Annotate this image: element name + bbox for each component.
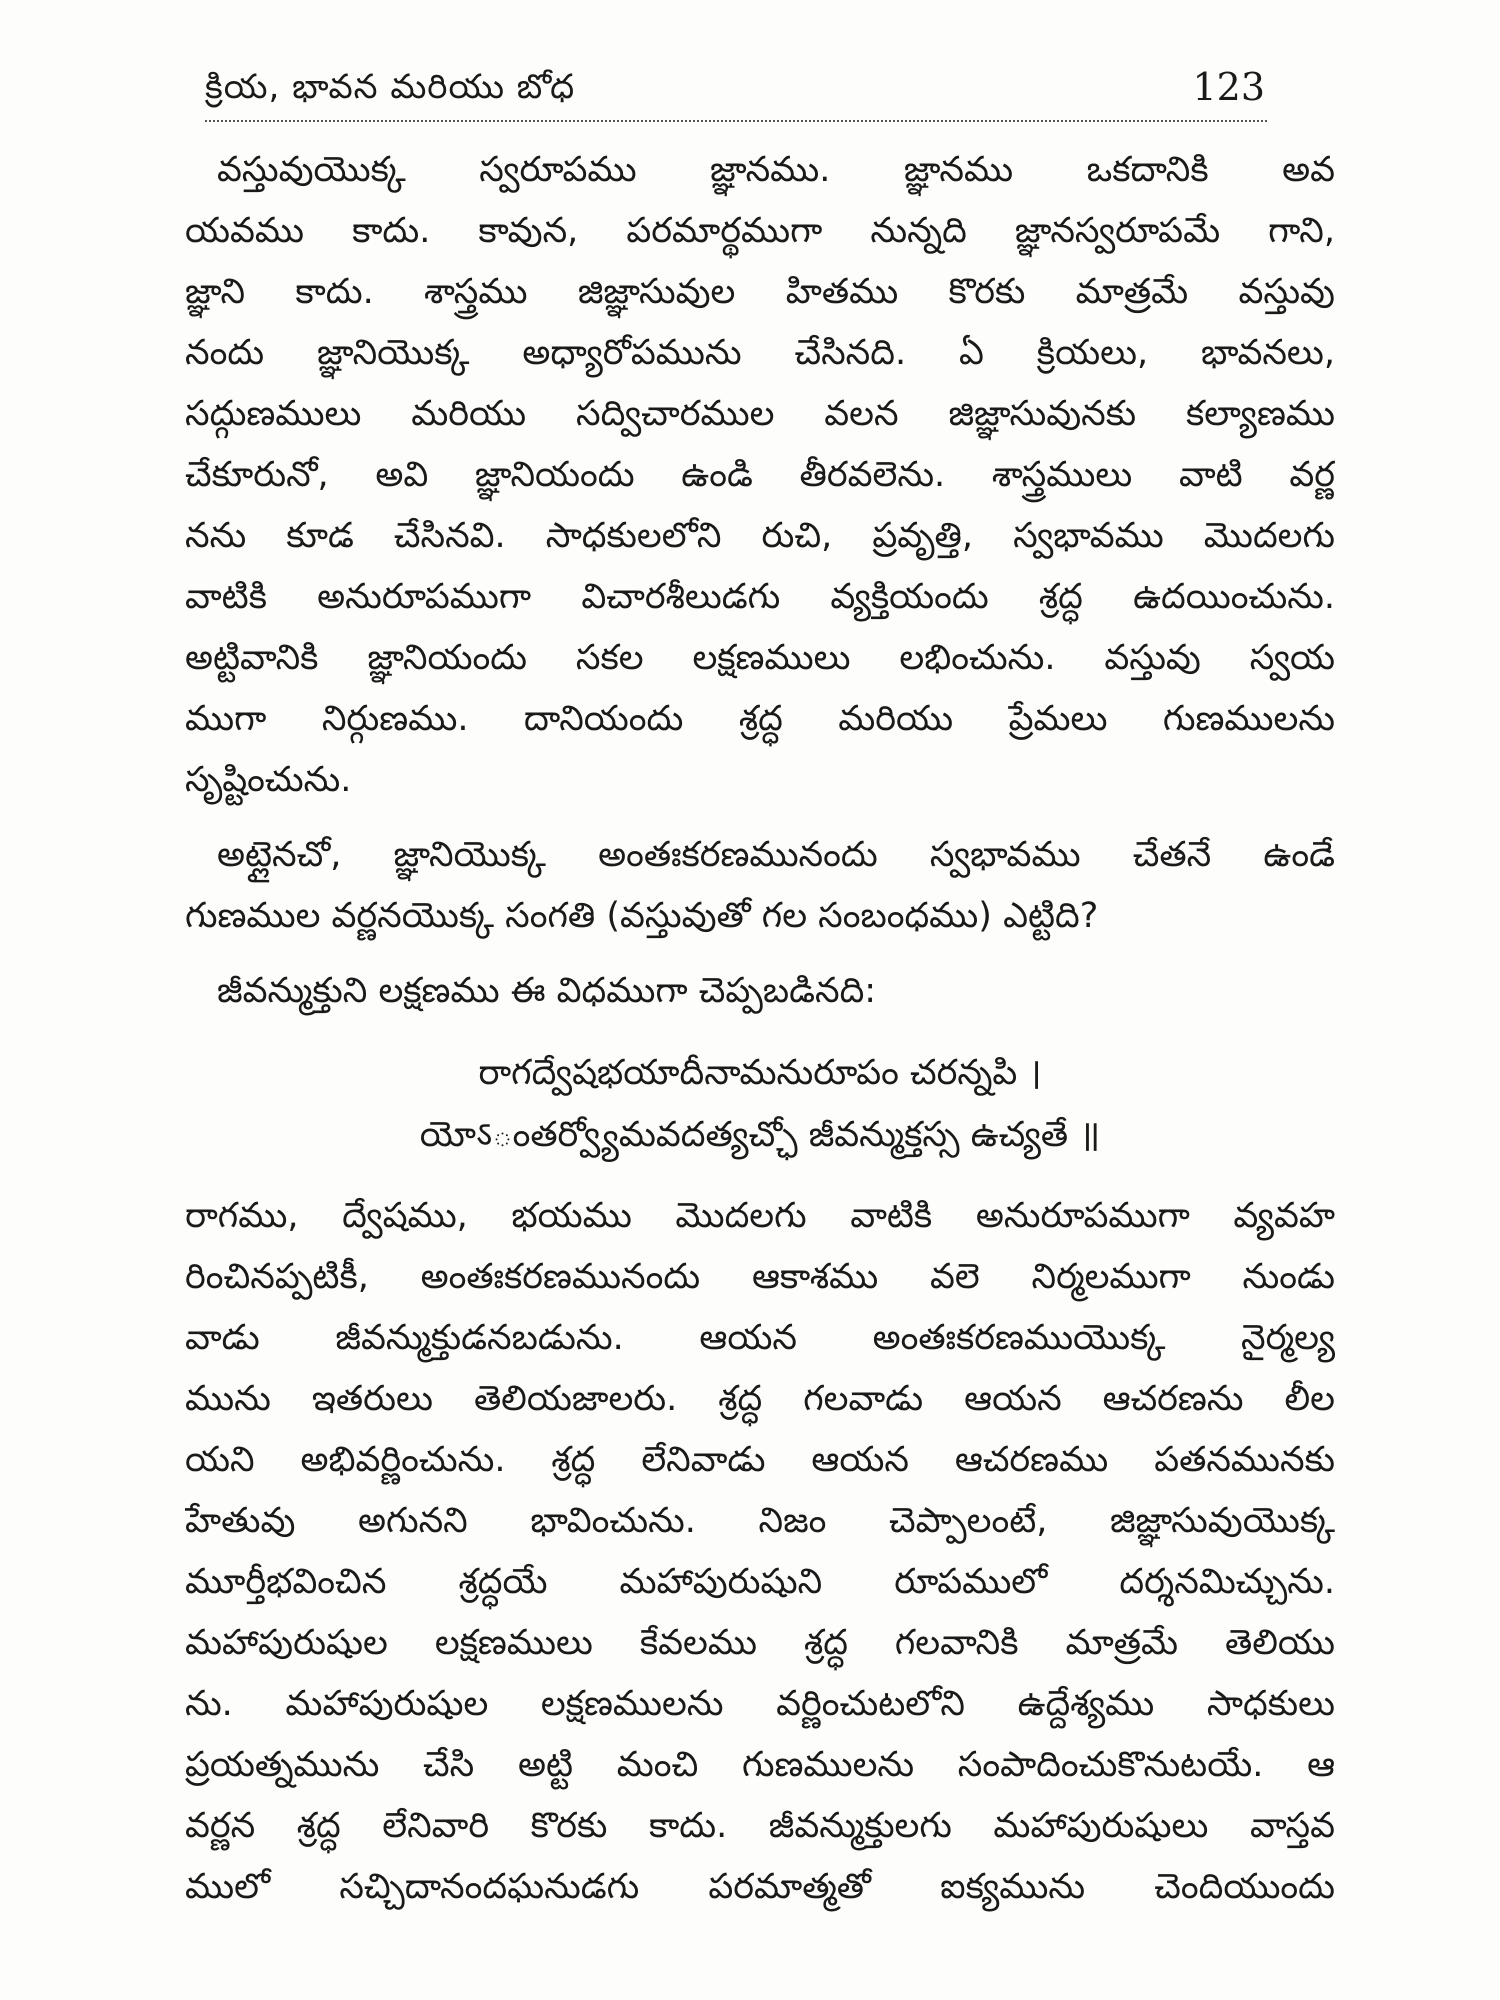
text-line: మహాపురుషుల లక్షణములు కేవలము శ్రద్ధ గలవానికి మాత్రమే తెలియు [185, 1623, 1335, 1663]
text-line: హేతువు అగునని భావించును. నిజం చెప్పాలంటే, జిజ్ఞాసువుయొక్క [185, 1501, 1335, 1541]
text-line: ములో సచ్చిదానందఘనుడగు పరమాత్మతో ఐక్యమును చెందియుందు [185, 1867, 1335, 1907]
paragraph-2 [185, 825, 1335, 947]
text-line: వస్తువుయొక్క స్వరూపము జ్ఞానము. జ్ఞానము ఒకదానికి అవ [217, 150, 1335, 190]
text-line: గుణముల వర్ణనయొక్క సంగతి (వస్తువుతో గల సంబంధము) ఎట్టిది? [185, 896, 1099, 936]
text-line: నందు జ్ఞానియొక్క అధ్యారోపమును చేసినది. ఏ క్రియలు, భావనలు, [185, 333, 1335, 373]
text-line: రించినప్పటికీ, అంతఃకరణమునందు ఆకాశము వలె నిర్మలముగా నుండు [185, 1257, 1335, 1297]
text-line: జీవన్ముక్తుని లక్షణము ఈ విధముగా చెప్పబడినది: [217, 971, 877, 1011]
verse-line-2: యోऽంతర్వ్యోమవదత్యచ్ఛో జీవన్ముక్తస్స ఉచ్యతే ॥ [419, 1115, 1101, 1155]
paragraph-gap [185, 811, 1335, 825]
text-line: అట్టివానికి జ్ఞానియందు సకల లక్షణములు లభించును. వస్తువు స్వయ [185, 638, 1335, 678]
text-line: వర్ణన శ్రద్ధ లేనివారి కొరకు కాదు. జీవన్ముక్తులగు మహాపురుషులు వాస్తవ [185, 1806, 1335, 1846]
text-line: సృష్టించును. [185, 760, 352, 800]
body-text [185, 140, 1335, 1918]
text-line: యని అభివర్ణించును. శ్రద్ధ లేనివాడు ఆయన ఆచరణము పతనమునకు [185, 1440, 1335, 1480]
text-line: నను కూడ చేసినవి. సాధకులలోని రుచి, ప్రవృత్తి, స్వభావము మొదలగు [185, 516, 1335, 556]
paragraph-1 [185, 140, 1335, 811]
text-line: ముగా నిర్గుణము. దానియందు శ్రద్ధ మరియు ప్రేమలు గుణములను [185, 699, 1335, 739]
text-line: రాగము, ద్వేషము, భయము మొదలగు వాటికి అనురూపముగా వ్యవహ [185, 1196, 1335, 1236]
header-divider [205, 120, 1267, 122]
text-line: ను. మహాపురుషుల లక్షణములను వర్ణించుటలోని ఉద్దేశ్యము సాధకులు [185, 1684, 1335, 1724]
text-line: మును ఇతరులు తెలియజాలరు. శ్రద్ధ గలవాడు ఆయన ఆచరణను లీల [185, 1379, 1335, 1419]
sanskrit-verse [185, 1042, 1335, 1166]
text-line: అట్లైనచో, జ్ఞానియొక్క అంతఃకరణమునందు స్వభావము చేతనే ఉండే [217, 835, 1335, 875]
text-line: మూర్తీభవించిన శ్రద్ధయే మహాపురుషుని రూపములో దర్శనమిచ్చును. [185, 1562, 1335, 1602]
text-line: జ్ఞాని కాదు. శాస్త్రము జిజ్ఞాసువుల హితము కొరకు మాత్రమే వస్తువు [185, 272, 1335, 312]
text-line: వాడు జీవన్ముక్తుడనబడును. ఆయన అంతఃకరణముయొక్క నైర్మల్య [185, 1318, 1335, 1358]
paragraph-gap [185, 947, 1335, 961]
paragraph-3 [185, 961, 1335, 1022]
verse-gap [185, 1022, 1335, 1042]
text-line: వాటికి అనురూపముగా విచారశీలుడగు వ్యక్తియందు శ్రద్ధ ఉదయించును. [185, 577, 1335, 617]
text-line: ప్రయత్నమును చేసి అట్టి మంచి గుణములను సంపాదించుకొనుటయే. ఆ [185, 1745, 1335, 1785]
text-line: యవము కాదు. కావున, పరమార్థముగా నున్నది జ్ఞానస్వరూపమే గాని, [185, 211, 1335, 251]
verse-gap [185, 1166, 1335, 1186]
page-header [205, 62, 1265, 112]
verse-line-1: రాగద్వేషభయాదీనామనురూపం చరన్నపి । [478, 1053, 1042, 1093]
paragraph-4 [185, 1186, 1335, 1918]
text-line: చేకూరునో, అవి జ్ఞానియందు ఉండి తీరవలెను. శాస్త్రములు వాటి వర్ణ [185, 455, 1335, 495]
text-line: సద్గుణములు మరియు సద్విచారముల వలన జిజ్ఞాసువునకు కల్యాణము [185, 394, 1335, 434]
running-title: క్రియ, భావన మరియు బోధ [205, 67, 576, 107]
page-number: 123 [1192, 65, 1265, 109]
